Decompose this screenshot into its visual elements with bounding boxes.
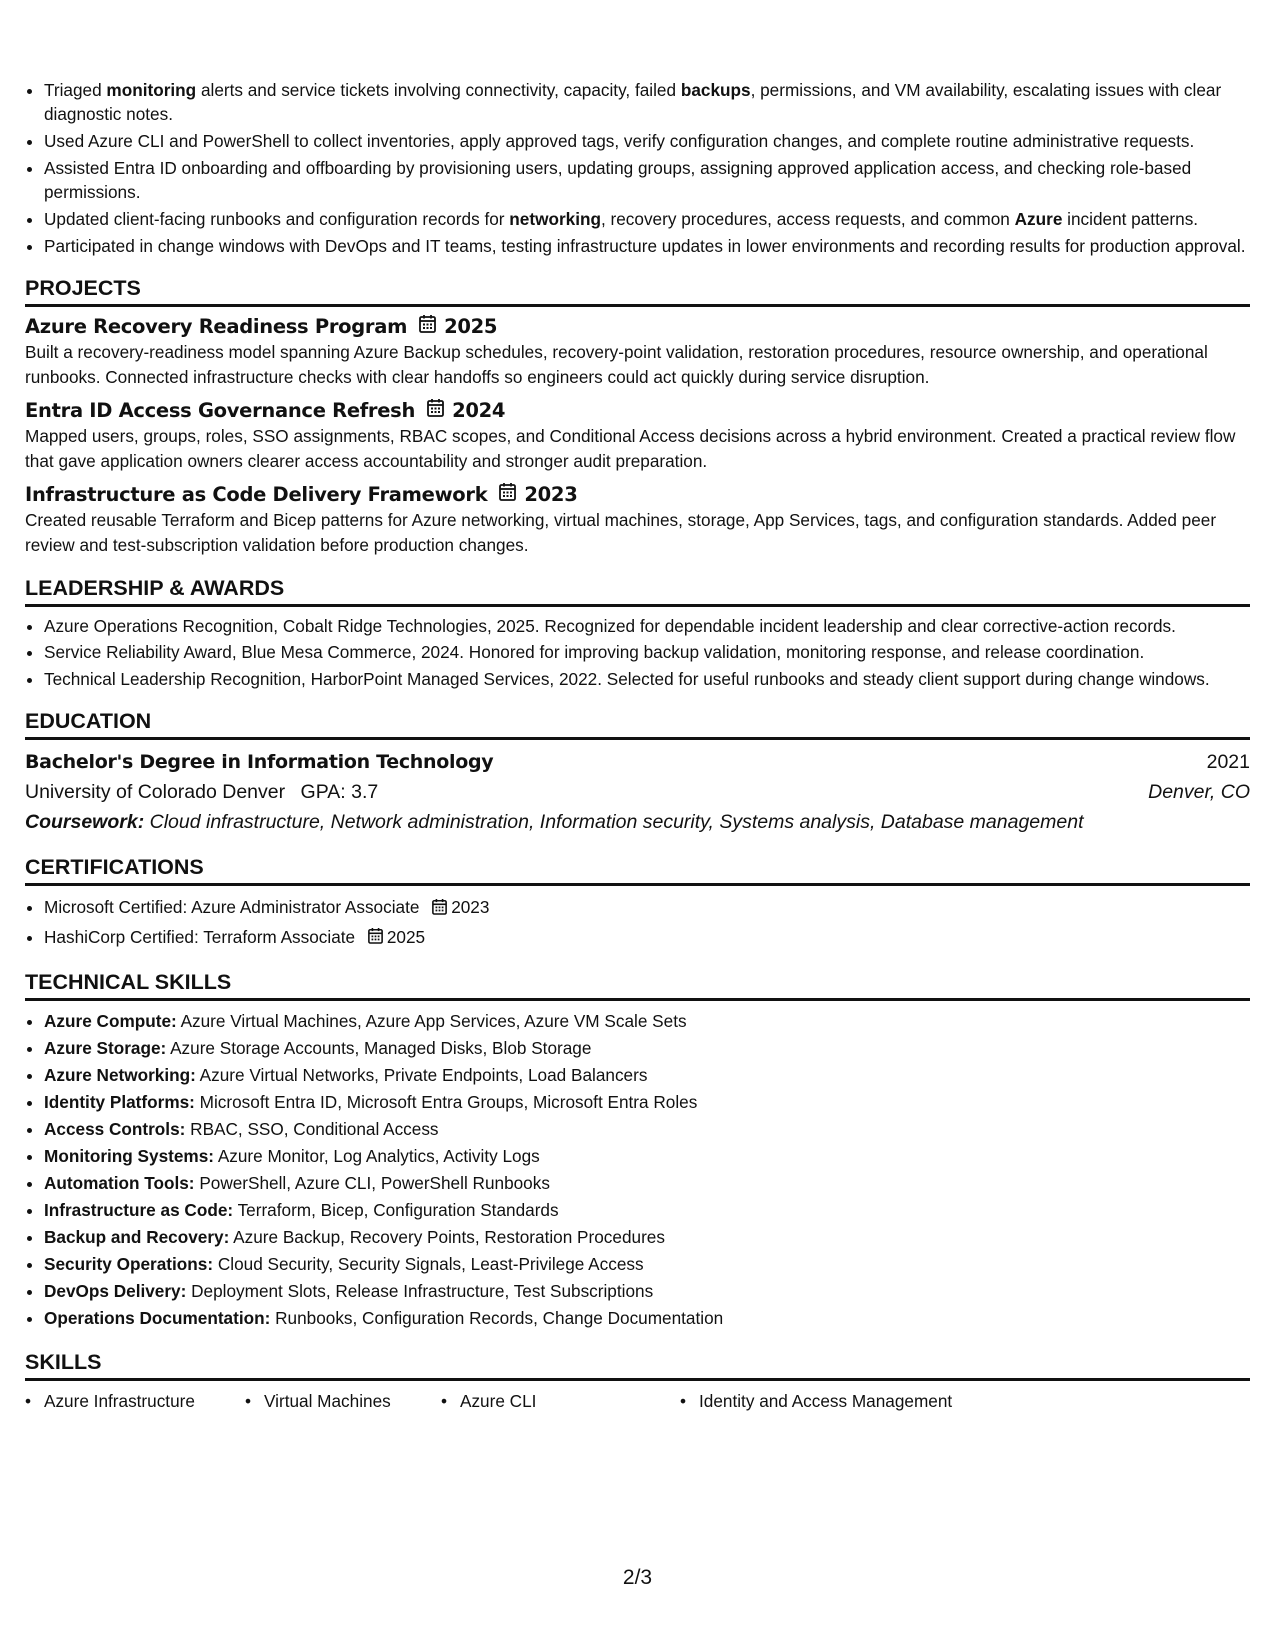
school-location: Denver, CO — [1148, 781, 1250, 804]
project-year: 2024 — [452, 399, 506, 423]
technical-skills-list — [25, 1008, 1250, 1332]
graduation-year: 2021 — [1206, 751, 1250, 774]
technical-skill-item — [44, 1008, 1250, 1035]
project-title: Infrastructure as Code Delivery Framework — [25, 483, 488, 507]
skill-item: • Virtual Machines — [245, 1388, 441, 1414]
experience-bullet — [44, 78, 1250, 127]
technical-skills-section — [25, 969, 1250, 1332]
experience-bullets — [25, 78, 1250, 258]
bullet-text: , permissions, and VM availability, escalating issues with clear diagnostic notes. — [44, 80, 1222, 125]
skill-values: Azure Virtual Networks, Private Endpoints, Load Balancers — [199, 1065, 648, 1086]
experience-bullet — [44, 129, 1250, 153]
skills-section — [25, 1349, 1250, 1414]
certification-name: HashiCorp Certified: Terraform Associate — [44, 926, 356, 947]
project-year: 2023 — [524, 483, 578, 507]
calendar-icon — [427, 398, 444, 424]
bold-keyword: backups — [680, 80, 751, 100]
skill-values: Microsoft Entra ID, Microsoft Entra Groups, Microsoft Entra Roles — [199, 1092, 698, 1113]
skill-category: Azure Networking: — [44, 1065, 196, 1086]
skill-category: Identity Platforms: — [44, 1092, 195, 1113]
experience-bullet — [44, 156, 1250, 205]
gpa: GPA: 3.7 — [300, 781, 379, 804]
section-heading: CERTIFICATIONS — [25, 854, 1250, 886]
technical-skill-item — [44, 1035, 1250, 1062]
certification-year: 2025 — [386, 926, 426, 947]
technical-skill-item — [44, 1224, 1250, 1251]
experience-bullet — [44, 234, 1250, 258]
skill-category: Access Controls: — [44, 1119, 186, 1140]
leadership-section — [25, 575, 1250, 692]
skill-item: • Azure CLI — [441, 1388, 680, 1414]
skill-values: Azure Storage Accounts, Managed Disks, Blob Storage — [170, 1038, 592, 1059]
coursework-list: Cloud infrastructure, Network administration, Information security, Systems analysis, Database management — [149, 811, 1084, 834]
skill-values: Azure Monitor, Log Analytics, Activity Logs — [217, 1146, 540, 1167]
skill-category: Azure Storage: — [44, 1038, 167, 1059]
technical-skill-item — [44, 1062, 1250, 1089]
project-description: Mapped users, groups, roles, SSO assignments, RBAC scopes, and Conditional Access decisions across a hybrid environment. Created a practical review flow that gave application owners clearer access accountability and stronger audit preparation. — [25, 426, 1236, 471]
bold-keyword: networking — [509, 208, 601, 229]
degree-title: Bachelor's Degree in Information Technology — [25, 751, 494, 774]
skill-values: RBAC, SSO, Conditional Access — [190, 1119, 439, 1140]
skill-category: Operations Documentation: — [44, 1308, 271, 1329]
resume-page — [25, 78, 1250, 1414]
certifications-section — [25, 854, 1250, 952]
bullet-text: alerts and service tickets involving connectivity, capacity, failed — [196, 80, 681, 100]
skill-category: Automation Tools: — [44, 1173, 195, 1194]
bullet-text: , recovery procedures, access requests, and common — [600, 208, 1015, 229]
skill-category: Azure Compute: — [44, 1011, 177, 1032]
bullet-text: Assisted Entra ID onboarding and offboarding by provisioning users, updating groups, assigning approved application access, and checking role-based permissions. — [44, 157, 1192, 203]
section-heading: PROJECTS — [25, 275, 1250, 307]
bullet-text: Updated client-facing runbooks and configuration records for — [44, 208, 510, 229]
skill-category: Backup and Recovery: — [44, 1227, 230, 1248]
coursework-label: Coursework: — [25, 811, 145, 834]
section-heading: SKILLS — [25, 1349, 1250, 1381]
project-title: Azure Recovery Readiness Program — [25, 315, 408, 339]
section-heading: EDUCATION — [25, 708, 1250, 740]
bullet-text: Triaged — [44, 80, 107, 100]
certification-name: Microsoft Certified: Azure Administrator Associate — [44, 897, 420, 918]
technical-skill-item — [44, 1089, 1250, 1116]
bullet-text: incident patterns. — [1062, 208, 1199, 229]
bullet-text: Used Azure CLI and PowerShell to collect inventories, apply approved tags, verify configuration changes, and complete routine administrative requests. — [44, 131, 1195, 152]
school-name: University of Colorado Denver — [25, 781, 286, 804]
education-section — [25, 708, 1250, 837]
leadership-list — [25, 614, 1250, 692]
calendar-icon — [419, 314, 436, 340]
skill-item: • Azure Infrastructure — [25, 1388, 245, 1414]
calendar-icon — [368, 924, 383, 952]
skill-category: DevOps Delivery: — [44, 1281, 187, 1302]
technical-skill-item — [44, 1197, 1250, 1224]
skill-category: Monitoring Systems: — [44, 1146, 214, 1167]
certifications-list — [25, 893, 1250, 952]
skill-values: PowerShell, Azure CLI, PowerShell Runbooks — [199, 1173, 550, 1194]
skill-values: Deployment Slots, Release Infrastructure, Test Subscriptions — [191, 1281, 654, 1302]
skill-values: Cloud Security, Security Signals, Least-Privilege Access — [217, 1254, 644, 1275]
technical-skill-item — [44, 1143, 1250, 1170]
section-heading: LEADERSHIP & AWARDS — [25, 575, 1250, 607]
technical-skill-item — [44, 1116, 1250, 1143]
list-item: • Service Reliability Award, Blue Mesa Commerce, 2024. Honored for improving backup validation, monitoring response, and release coordination. — [44, 640, 1250, 664]
coursework — [25, 807, 1250, 837]
project-item — [25, 482, 1250, 557]
technical-skill-item — [44, 1305, 1250, 1332]
project-description: Created reusable Terraform and Bicep patterns for Azure networking, virtual machines, storage, App Services, tags, and configuration standards. Added peer review and test-subscription validation before production changes. — [25, 510, 1217, 555]
projects-section — [25, 275, 1250, 558]
skill-values: Azure Backup, Recovery Points, Restoration Procedures — [233, 1227, 665, 1248]
skill-item: • Identity and Access Management — [680, 1388, 952, 1414]
project-title: Entra ID Access Governance Refresh — [25, 399, 416, 423]
skills-list — [25, 1388, 1250, 1414]
calendar-icon — [499, 482, 516, 508]
skill-values: Terraform, Bicep, Configuration Standards — [237, 1200, 559, 1221]
bold-keyword: Azure — [1014, 208, 1063, 229]
list-item: • Technical Leadership Recognition, HarborPoint Managed Services, 2022. Selected for useful runbooks and steady client support during change windows. — [44, 667, 1250, 691]
project-year: 2025 — [444, 315, 498, 339]
bold-keyword: monitoring — [106, 80, 197, 100]
skill-values: Runbooks, Configuration Records, Change Documentation — [275, 1308, 724, 1329]
section-heading: TECHNICAL SKILLS — [25, 969, 1250, 1001]
calendar-icon — [432, 895, 447, 923]
skill-category: Security Operations: — [44, 1254, 214, 1275]
project-item — [25, 314, 1250, 389]
page-number: 2/3 — [622, 1566, 653, 1589]
project-item — [25, 398, 1250, 473]
project-description: Built a recovery-readiness model spanning Azure Backup schedules, recovery-point validation, restoration procedures, resource ownership, and operational runbooks. Connected infrastructure checks with clear handoffs so engineers could act quickly during service disruption. — [25, 342, 1208, 387]
technical-skill-item — [44, 1251, 1250, 1278]
list-item — [44, 923, 1250, 952]
skill-values: Azure Virtual Machines, Azure App Services, Azure VM Scale Sets — [180, 1011, 687, 1032]
technical-skill-item — [44, 1278, 1250, 1305]
bullet-text: Participated in change windows with DevOps and IT teams, testing infrastructure updates in lower environments and recording results for production approval. — [44, 235, 1246, 256]
certification-year: 2023 — [451, 897, 490, 918]
list-item: • Azure Operations Recognition, Cobalt Ridge Technologies, 2025. Recognized for dependable incident leadership and clear corrective-action records. — [44, 614, 1250, 638]
technical-skill-item — [44, 1170, 1250, 1197]
list-item — [44, 893, 1250, 922]
skill-category: Infrastructure as Code: — [44, 1200, 234, 1221]
experience-bullet — [44, 207, 1250, 231]
